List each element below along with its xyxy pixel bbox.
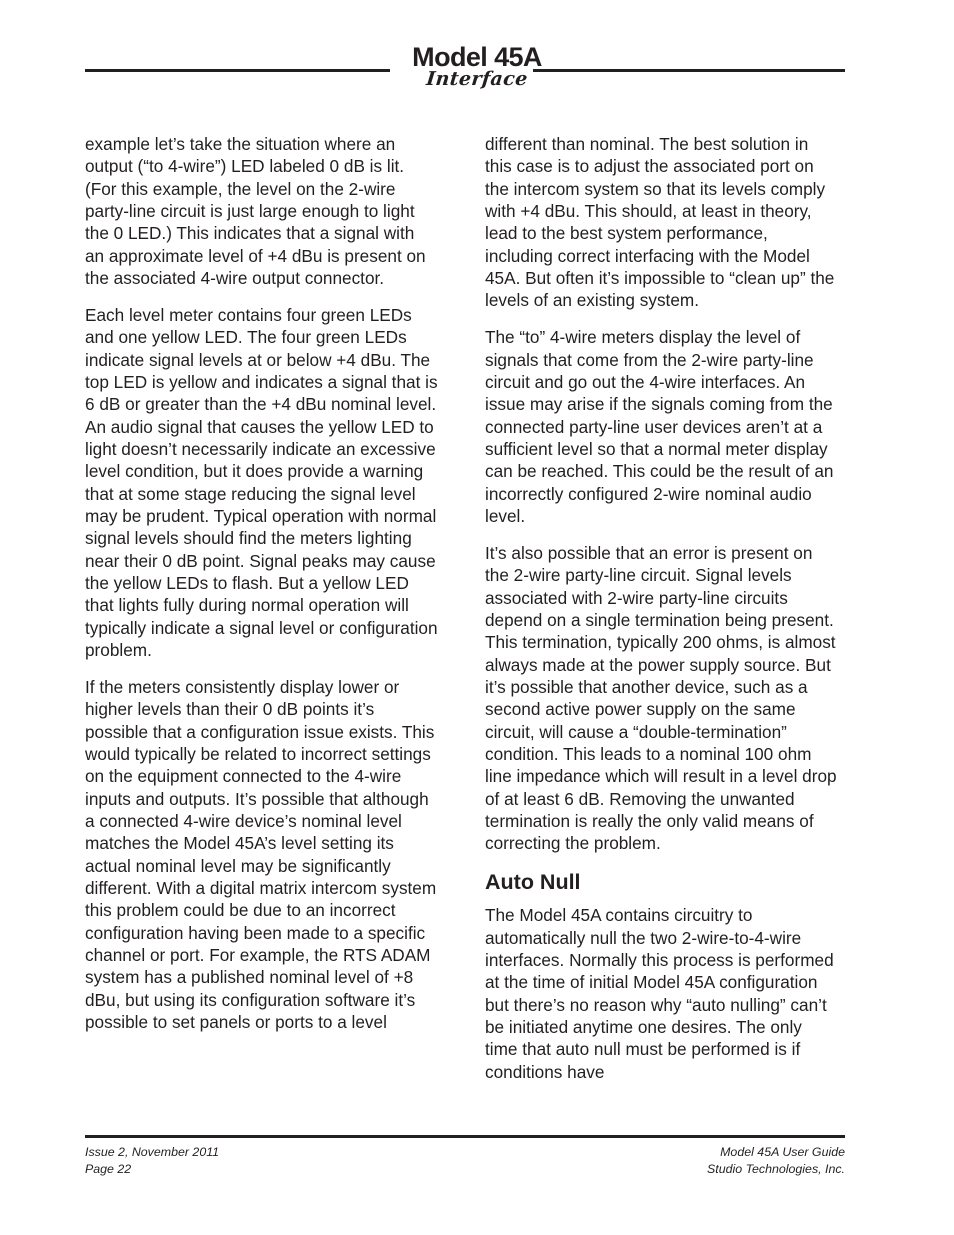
footer-rule: [85, 1135, 845, 1138]
footer-columns: [85, 1144, 845, 1177]
paragraph: The Model 45A contains circuitry to automatically null the two 2-wire-to-4-wire interfaces. Normally this process is performed at the time of initial Model 45A configuration but there’s no reason why “auto nulling” can’t be initiated anytime one desires. The only time that auto null must be performed is if conditions have: [485, 905, 834, 1082]
page-footer: [0, 1128, 954, 1198]
footer-right: [707, 1144, 845, 1177]
section-heading-auto-null: Auto Null: [485, 870, 581, 895]
paragraph: If the meters consistently display lower or higher levels than their 0 dB points it’s possible that a configuration issue exists. This would typically be related to incorrect settings on the equipment connected to the 4-wire inputs and outputs. It’s possible that although a connected 4-wire device’s nominal level matches the Model 45A’s level setting its actual nominal level may be significantly different. With a digital matrix intercom system this problem could be due to an incorrect configuration having been made to a specific channel or port. For example, the RTS ADAM system has a published nominal level of +8 dBu, but using its configuration software it’s possible to set panels or ports to a level: [85, 676, 437, 1033]
paragraph: example let’s take the situation where an output (“to 4-wire”) LED labeled 0 dB is lit. (For this example, the level on the 2-wire party-line circuit is just large enough to light the 0 LED.) This indicates that a signal with an approximate level of +4 dBu is present on the associated 4-wire output connector.: [85, 134, 426, 289]
paragraph: different than nominal. The best solution in this case is to adjust the associated port on the intercom system so that its levels comply with +4 dBu. This should, at least in theory, lead to the best system performance, including correct interfacing with the Model 45A. But often it’s impossible to “clean up” the levels of an existing system.: [485, 134, 835, 311]
right-column: [485, 133, 838, 1083]
footer-issue-date: Issue 2, November 2011: [85, 1145, 220, 1159]
page-title: Model 45A: [412, 42, 542, 72]
page-content: [85, 133, 845, 1118]
paragraph: It’s also possible that an error is present on the 2-wire party-line circuit. Signal levels associated with 2-wire party-line circuits depend on a single termination being present. This termination, typically 200 ohms, is almost always made at the power supply source. But it’s possible that another device, such as a second active power supply on the same circuit, will cause a “double-termination” condition. This leads to a nominal 100 ohm line impedance which will result in a level drop of at least 6 dB. Removing the unwanted termination is really the only valid means of correcting the problem.: [485, 542, 837, 854]
footer-left: [85, 1144, 219, 1177]
page-subtitle: Interface: [425, 68, 529, 90]
left-column: [85, 133, 438, 1033]
header-logo: [0, 44, 954, 89]
paragraph: Each level meter contains four green LEDs and one yellow LED. The four green LEDs indicate signal levels at or below +4 dBu. The top LED is yellow and indicates a signal that is 6 dB or greater than the +4 dBu nominal level. An audio signal that causes the yellow LED to light doesn’t necessarily indicate an excessive level condition, but it does provide a warning that at some stage reducing the signal level may be prudent. Typical operation with normal signal levels should find the meters lighting near their 0 dB point. Signal peaks may cause the yellow LEDs to flash. But a yellow LED that lights fully during normal operation will typically indicate a signal level or configuration problem.: [85, 304, 438, 661]
footer-guide-name: Model 45A User Guide: [720, 1145, 845, 1159]
footer-page-number: Page 22: [85, 1161, 132, 1176]
page-header: [0, 0, 954, 112]
footer-company-name: Studio Technologies, Inc.: [707, 1161, 845, 1176]
paragraph: The “to” 4-wire meters display the level of signals that come from the 2-wire party-line circuit and go out the 4-wire interfaces. An issue may arise if the signals coming from the connected party-line user devices aren’t at a sufficient level so that a normal meter display can be reached. This could be the result of an incorrectly configured 2-wire nominal audio level.: [485, 327, 834, 526]
